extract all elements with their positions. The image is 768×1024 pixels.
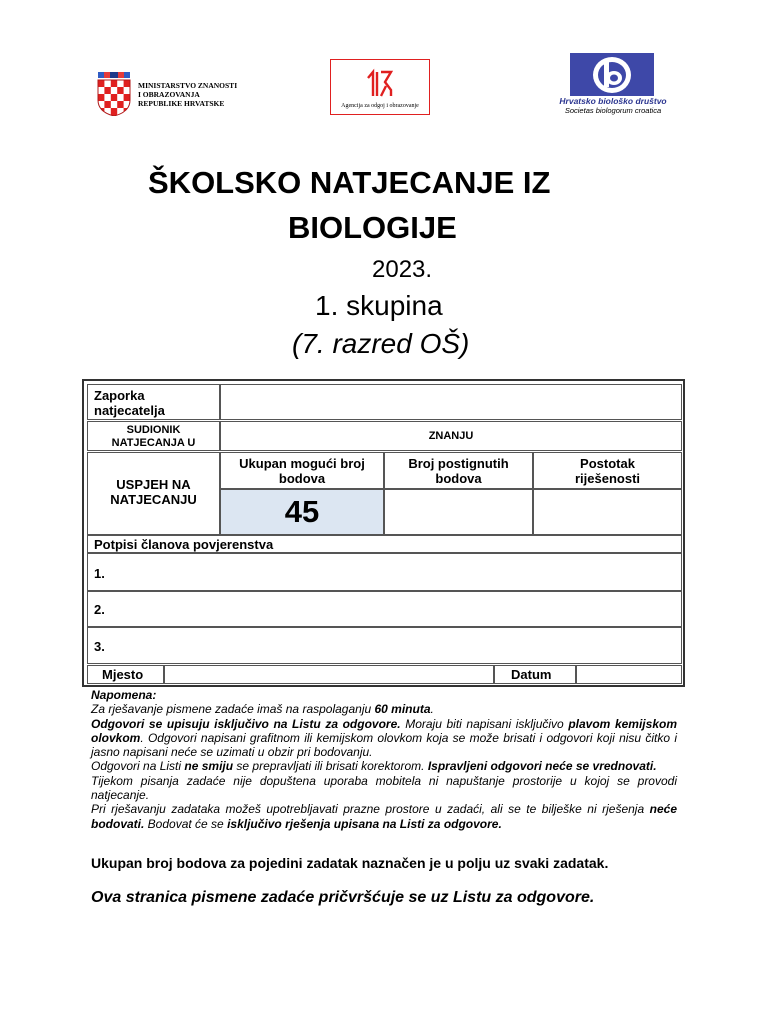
- competition-group: 1. skupina: [315, 290, 443, 321]
- note-heading: Napomena:: [91, 688, 157, 702]
- date-field[interactable]: [576, 665, 682, 684]
- participant-label-cell: [87, 421, 220, 451]
- place-label-cell: [87, 665, 164, 684]
- note-time-text: Za rješavanje pismene zadaće imaš na raspolaganju: [91, 702, 375, 717]
- achieved-points-field[interactable]: [384, 489, 533, 535]
- note-answers-bold: Odgovori se upisuju isključivo na Listu za odgovore.: [91, 716, 401, 731]
- note-answers-rest: . Odgovori napisani grafitnom ili kemijskom olovkom koja se može brisati i odgovori koji nisu čitko i jasno napisani neće se uzimati u obzir pri bodovanju.: [91, 730, 677, 760]
- society-logo: [551, 52, 675, 116]
- competition-grade: (7. razred OŠ): [292, 328, 470, 359]
- competitor-form-table: [82, 379, 685, 687]
- achieved-header-line-1: Broj postignutih: [408, 456, 509, 471]
- date-label-cell: [494, 665, 576, 684]
- ministry-line-3: REPUBLIKE HRVATSKE: [138, 99, 225, 108]
- success-label-cell: [87, 452, 220, 535]
- success-label-line-2: NATJECANJU: [110, 492, 197, 507]
- note-scratch-text: Pri rješavanju zadataka možeš upotrebljavati prazne prostore u zadaći, ali se te bilješke ni rješenja: [91, 802, 650, 817]
- participant-label-line-2: NATJECANJA U: [111, 437, 196, 449]
- note-scratch-mid: Bodovat će se: [144, 816, 228, 831]
- society-name: Hrvatsko biološko društvo: [559, 96, 667, 106]
- signature-field-1[interactable]: [87, 553, 682, 591]
- note-scratch-end: isključivo rješenja upisana na Listi za odgovore.: [227, 816, 502, 831]
- agency-emblem-icon: [366, 68, 394, 98]
- max-points-header: [220, 452, 384, 489]
- signature-field-3[interactable]: [87, 627, 682, 664]
- percent-header: [533, 452, 682, 489]
- ministry-logo: [96, 68, 256, 120]
- note-time-end: .: [430, 702, 434, 717]
- participant-value: ZNANJU: [428, 430, 474, 442]
- date-label: Datum: [511, 667, 552, 682]
- code-label-cell: [87, 384, 220, 420]
- ministry-line-2: I OBRAZOVANJA: [138, 90, 200, 99]
- code-label-line-2: natjecatelja: [94, 403, 165, 418]
- place-label: Mjesto: [102, 667, 144, 682]
- signature-number-1: 1.: [94, 566, 105, 581]
- signature-field-2[interactable]: [87, 591, 682, 627]
- society-emblem: [570, 53, 654, 96]
- competition-year: 2023.: [372, 256, 433, 283]
- note-answers-pen: plavom kemijskom olovkom: [91, 716, 677, 745]
- signature-number-3: 3.: [94, 639, 105, 654]
- note-scratch: [91, 802, 677, 831]
- achieved-header-line-2: bodova: [435, 471, 482, 486]
- note-time-value: 60 minuta: [374, 702, 431, 717]
- percent-header-line-1: Postotak: [580, 456, 635, 471]
- signatures-label: Potpisi članova povjerenstva: [94, 537, 274, 552]
- code-input-field[interactable]: [220, 384, 682, 420]
- note-time: [91, 702, 677, 716]
- note-corrections-mid: se prepravljati ili brisati korektorom.: [233, 759, 428, 774]
- note-corrections-bold: ne smiju: [184, 759, 234, 774]
- percent-field[interactable]: [533, 489, 682, 535]
- max-points-header-line-2: bodova: [278, 471, 326, 486]
- society-b-icon: [590, 55, 634, 95]
- total-points-note: Ukupan broj bodova za pojedini zadatak naznačen je u polju uz svaki zadatak.: [91, 855, 609, 871]
- agency-logo: [330, 59, 430, 115]
- agency-caption: Agencija za odgoj i obrazovanje: [341, 103, 419, 109]
- note-answers-text: Moraju biti napisani isključivo: [400, 716, 569, 731]
- title-line-1: ŠKOLSKO NATJECANJE IZ: [148, 165, 551, 200]
- max-points-header-line-1: Ukupan mogući broj: [239, 456, 365, 471]
- note-scratch-bold: neće bodovati.: [91, 802, 677, 831]
- note-answers: [91, 717, 677, 760]
- title-line-2: BIOLOGIJE: [288, 210, 457, 245]
- note-phones: Tijekom pisanja zadaće nije dopuštena uporaba mobitela ni napuštanje prostorije u kojoj se provodi natjecanje.: [91, 773, 677, 803]
- note-corrections-text: Odgovori na Listi: [91, 759, 185, 774]
- ministry-line-1: MINISTARSTVO ZNANOSTI: [138, 81, 238, 90]
- note-corrections: [91, 759, 677, 773]
- croatian-coat-of-arms-icon: [96, 72, 132, 116]
- attach-note: Ova stranica pismene zadaće pričvršćuje se uz Listu za odgovore.: [91, 889, 595, 906]
- signature-number-2: 2.: [94, 602, 105, 617]
- instructions-note: [91, 688, 677, 831]
- signatures-label-cell: [87, 535, 682, 553]
- society-latin-name: Societas biologorum croatica: [564, 106, 662, 115]
- ministry-name: [138, 81, 237, 108]
- participant-value-cell: [220, 421, 682, 451]
- success-label-line-1: USPJEH NA: [116, 477, 191, 492]
- participant-label-line-1: SUDIONIK: [126, 424, 181, 436]
- percent-header-line-2: riješenosti: [574, 471, 641, 486]
- place-field[interactable]: [164, 665, 494, 684]
- max-points-value: 45: [284, 494, 320, 529]
- note-corrections-end: Ispravljeni odgovori neće se vrednovati.: [427, 759, 657, 774]
- achieved-points-header: [384, 452, 533, 489]
- code-label-line-1: Zaporka: [94, 388, 145, 403]
- max-points-cell: [220, 489, 384, 535]
